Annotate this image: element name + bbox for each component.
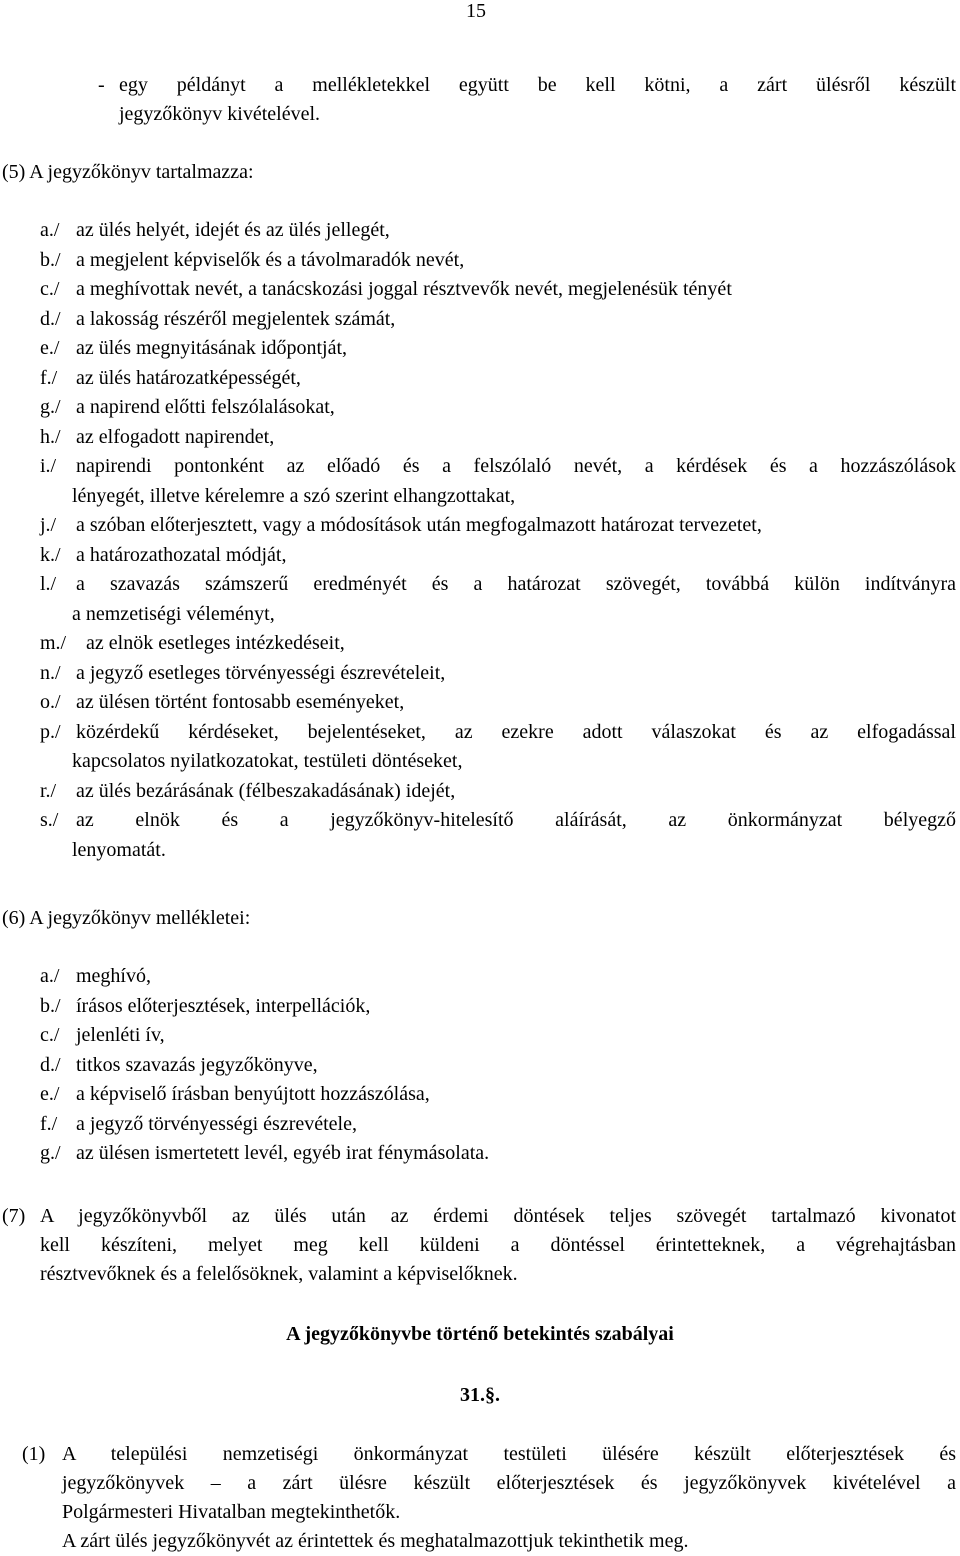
list-item-label: i./ xyxy=(40,455,57,477)
list-item-text: a szóban előterjesztett, vagy a módosítások után megfogalmazott határozat tervezetet, xyxy=(76,514,762,536)
list-item-text: az elnök esetleges intézkedéseit, xyxy=(86,632,345,654)
section-6-title: (6) A jegyzőkönyv mellékletei: xyxy=(2,907,251,929)
list-item-continuation: lényegét, illetve kérelemre a szó szerint elhangzottakat, xyxy=(72,484,516,507)
list-item-label: a./ xyxy=(40,219,60,241)
section-7-line-1: A jegyzőkönyvből az ülés után az érdemi döntések teljes szövegét tartalmazó kivonatot xyxy=(40,1205,956,1227)
list-item-text: a jegyző törvényességi észrevétele, xyxy=(76,1112,357,1135)
list-item-text: az ülésen ismertetett levél, egyéb irat fénymásolata. xyxy=(76,1142,490,1164)
list-item-label: f./ xyxy=(40,1112,58,1135)
section-heading: A jegyzőkönyvbe történő betekintés szabályai xyxy=(286,1323,674,1345)
list-item-continuation: kapcsolatos nyilatkozatokat, testületi döntéseket, xyxy=(72,750,463,772)
intro-line-1: egy példányt a mellékletekkel együtt be kell kötni, a zárt ülésről készült xyxy=(119,74,956,96)
list-item-text: írásos előterjesztések, interpellációk, xyxy=(76,994,371,1017)
intro-dash: - xyxy=(98,74,105,96)
list-item-text: az ülés bezárásának (félbeszakadásának) idejét, xyxy=(76,779,456,802)
list-item-label: n./ xyxy=(40,661,61,684)
paragraph-number: 31.§. xyxy=(460,1384,500,1406)
list-item-text: a képviselő írásban benyújtott hozzászólása, xyxy=(76,1083,430,1105)
list-item-text: a jegyző esetleges törvényességi észrevételeit, xyxy=(76,661,446,684)
page-number: 15 xyxy=(466,0,486,22)
section-31-1-line-4: A zárt ülés jegyzőkönyvét az érintettek és meghatalmazottjuk tekinthetik meg. xyxy=(62,1530,689,1552)
list-item-label: o./ xyxy=(40,691,61,713)
list-item-label: h./ xyxy=(40,425,61,448)
section-31-1-label: (1) xyxy=(22,1443,46,1465)
list-item-text: az ülés határozatképességét, xyxy=(76,366,301,389)
list-item-label: p./ xyxy=(40,720,61,743)
list-item-label: b./ xyxy=(40,248,61,271)
list-item-text: a meghívottak nevét, a tanácskozási joggal résztvevők nevét, megjelenésük tényét xyxy=(76,278,732,300)
list-item-text: az ülésen történt fontosabb eseményeket, xyxy=(76,691,405,713)
list-item-label: e./ xyxy=(40,337,60,359)
list-item-label: g./ xyxy=(40,1142,61,1164)
list-item-text: az elnök és a jegyzőkönyv-hitelesítő aláírását, az önkormányzat bélyegző xyxy=(76,809,956,831)
list-item-text: közérdekű kérdéseket, bejelentéseket, az ezekre adott válaszokat és az elfogadással xyxy=(76,720,956,743)
list-item-text: a lakosság részéről megjelentek számát, xyxy=(76,307,396,330)
list-item-label: c./ xyxy=(40,1024,60,1046)
list-item-text: napirendi pontonként az előadó és a felszólaló nevét, a kérdések és a hozzászólások xyxy=(76,455,956,477)
section-31-1-line-2: jegyzőkönyvek – a zárt ülésre készült előterjesztések és jegyzőkönyvek kivételével a xyxy=(62,1472,956,1494)
list-item-label: m./ xyxy=(40,632,67,654)
list-item-continuation: lenyomatát. xyxy=(72,838,166,861)
list-item-label: c./ xyxy=(40,278,60,300)
list-item-label: b./ xyxy=(40,994,61,1017)
list-item-text: a megjelent képviselők és a távolmaradók nevét, xyxy=(76,248,465,271)
section-7-label: (7) xyxy=(2,1205,26,1227)
list-item-label: f./ xyxy=(40,366,58,389)
list-item-label: r./ xyxy=(40,779,57,802)
list-item-label: g./ xyxy=(40,396,61,418)
section-5-title: (5) A jegyzőkönyv tartalmazza: xyxy=(2,161,254,183)
list-item-label: l./ xyxy=(40,573,57,595)
list-item-text: meghívó, xyxy=(76,965,151,987)
intro-line-2: jegyzőkönyv kivételével. xyxy=(119,103,321,125)
list-item-text: az elfogadott napirendet, xyxy=(76,425,275,448)
list-item-label: s./ xyxy=(40,809,59,831)
list-item-text: a napirend előtti felszólalásokat, xyxy=(76,396,335,418)
list-item-text: a határozathozatal módját, xyxy=(76,543,287,566)
list-item-text: az ülés helyét, idejét és az ülés jellegét, xyxy=(76,219,390,241)
section-7-line-2: kell készíteni, melyet meg kell küldeni a döntéssel érintetteknek, a végrehajtásban xyxy=(40,1234,956,1256)
list-item-label: a./ xyxy=(40,965,60,987)
list-item-label: j./ xyxy=(40,514,57,536)
list-item-continuation: a nemzetiségi véleményt, xyxy=(72,602,275,625)
section-31-1-line-3: Polgármesteri Hivatalban megtekinthetők. xyxy=(62,1501,401,1523)
list-item-text: az ülés megnyitásának időpontját, xyxy=(76,337,348,359)
list-item-text: titkos szavazás jegyzőkönyve, xyxy=(76,1053,318,1076)
section-7-line-3: résztvevőknek és a felelősöknek, valamint a képviselőknek. xyxy=(40,1263,518,1285)
list-item-label: k./ xyxy=(40,543,61,566)
list-item-text: jelenléti ív, xyxy=(76,1024,165,1046)
list-item-label: d./ xyxy=(40,307,61,330)
list-item-text: a szavazás számszerű eredményét és a határozat szövegét, továbbá külön indítványra xyxy=(76,573,956,595)
section-31-1-line-1: A települési nemzetiségi önkormányzat testületi ülésére készült előterjesztések és xyxy=(62,1443,956,1465)
list-item-label: d./ xyxy=(40,1053,61,1076)
list-item-label: e./ xyxy=(40,1083,60,1105)
